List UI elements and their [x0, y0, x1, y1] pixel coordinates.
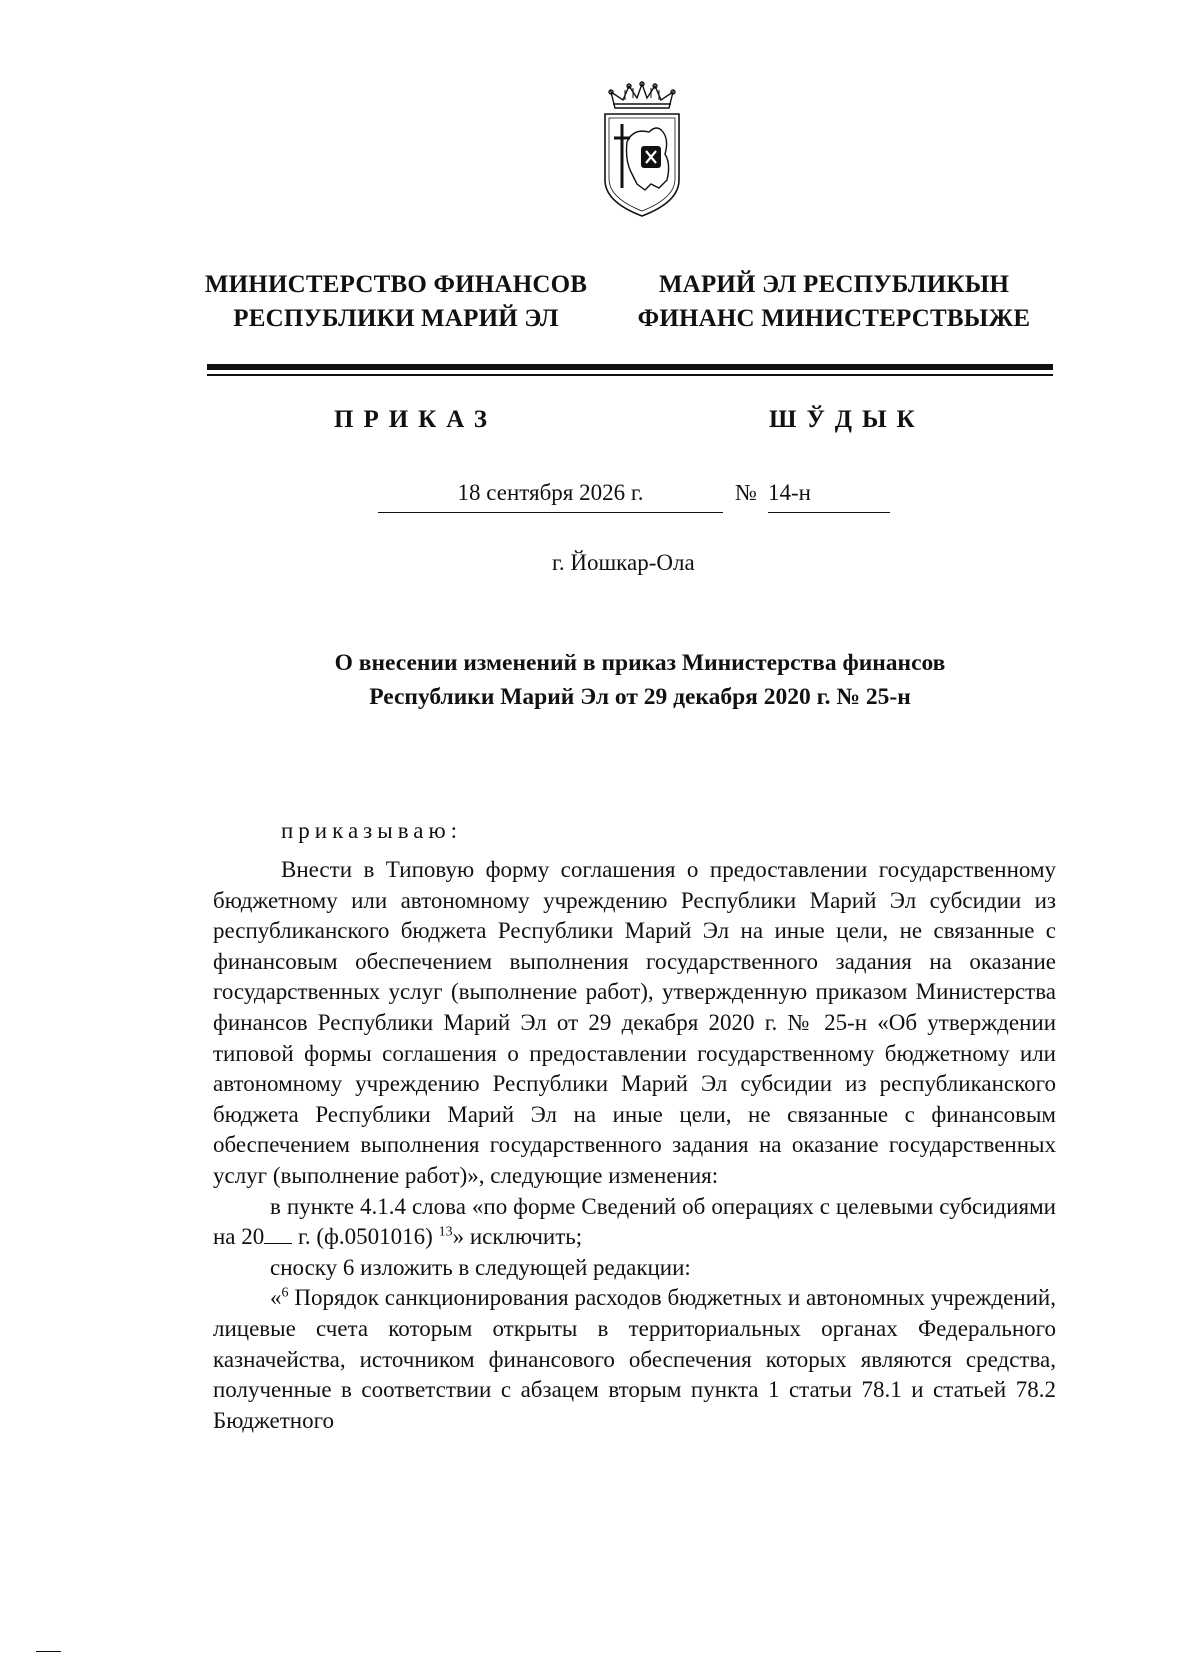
- document-title: [240, 646, 1040, 714]
- document-title-line1: О внесении изменений в приказ Министерства финансов: [334, 650, 946, 676]
- header-divider-thin: [207, 374, 1053, 376]
- footnote-ref-13: 13: [438, 1224, 453, 1240]
- body-paragraph-4: [213, 1283, 1056, 1436]
- p2-text-c: » исключить;: [452, 1224, 583, 1250]
- order-date: 18 сентября 2026 г.: [457, 480, 644, 505]
- document-type-ru: ПРИКАЗ: [334, 406, 497, 433]
- year-blank: [264, 1225, 292, 1244]
- p4-text: Порядок санкционирования расходов бюджетных и автономных учреждений, лицевые счета которым открыты в территориальных органах Федерального казначейства, источником финансового обеспечения которых являются средства, полученные в соответствии с абзацем вторым пункта 1 статьи 78.1 и статьей 78.2 Бюджетного: [213, 1285, 1056, 1433]
- p2-text-a: в пункте 4.1.4 слова «по форме Сведений об операциях с целевыми субсидиями на 20: [213, 1193, 1056, 1250]
- coat-of-arms-icon: [599, 80, 685, 218]
- ministry-name-ru: [186, 268, 606, 336]
- header-divider-thick: [207, 364, 1053, 370]
- ministry-name-ru-line2: РЕСПУБЛИКИ МАРИЙ ЭЛ: [233, 305, 559, 332]
- ministry-name-mari: [622, 268, 1046, 336]
- document-title-line2: Республики Марий Эл от 29 декабря 2020 г. № 25-н: [369, 684, 911, 710]
- document-body: [213, 855, 1056, 1436]
- p4-open-quote: «: [270, 1285, 282, 1311]
- body-paragraph-1: Внести в Типовую форму соглашения о предоставлении государственному бюджетному или автономному учреждению Республики Марий Эл субсидии из республиканского бюджета Республики Марий Эл на иные цели, не связанные с финансовым обеспечением выполнения государственного задания на оказание государственных услуг (выполнение работ), утвержденную приказом Министерства финансов Республики Марий Эл от 29 декабря 2020 г. № 25-н «Об утверждении типовой формы соглашения о предоставлении государственному бюджетному или автономному учреждению Республики Марий Эл субсидии из республиканского бюджета Республики Марий Эл на иные цели, не связанные с финансовым обеспечением выполнения государственного задания на оказание государственных услуг (выполнение работ)», следующие изменения:: [213, 857, 1056, 1188]
- ministry-name-mari-line2: ФИНАНС МИНИСТЕРСТВЫЖЕ: [637, 305, 1031, 332]
- footnote-ref-6: 6: [281, 1285, 289, 1301]
- ministry-name-mari-line1: МАРИЙ ЭЛ РЕСПУБЛИКЫН: [658, 271, 1010, 298]
- document-type-mari: ШЎДЫК: [769, 406, 925, 433]
- number-underline: [768, 512, 890, 513]
- page-mark: [36, 1651, 61, 1652]
- body-paragraph-2: [213, 1192, 1056, 1253]
- p2-text-b: г. (ф.0501016): [292, 1224, 439, 1250]
- issue-city: г. Йошкар-Ола: [552, 550, 695, 575]
- order-verb: приказываю:: [281, 818, 463, 843]
- number-sign: №: [735, 480, 757, 505]
- date-underline: [378, 512, 723, 513]
- body-paragraph-3: сноску 6 изложить в следующей редакции:: [270, 1254, 691, 1280]
- order-number: 14-н: [768, 480, 811, 505]
- ministry-name-ru-line1: МИНИСТЕРСТВО ФИНАНСОВ: [204, 271, 588, 298]
